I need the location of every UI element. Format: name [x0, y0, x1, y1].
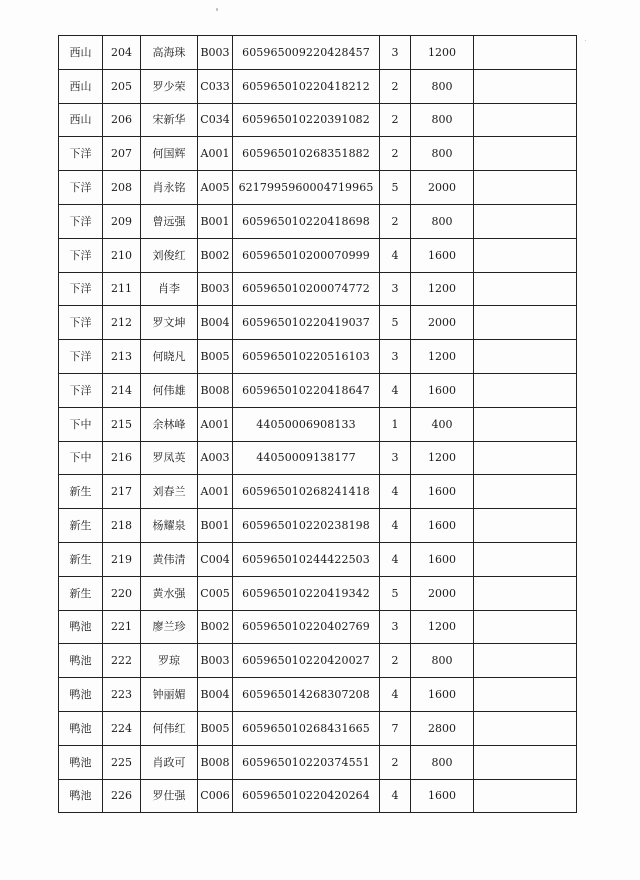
remarks-cell — [474, 745, 577, 779]
table-row — [59, 272, 577, 306]
table-row — [59, 711, 577, 745]
bank-account-cell: 605965010268431665 — [233, 711, 380, 745]
village-cell: 下洋 — [59, 171, 103, 205]
name-cell: 何晓凡 — [141, 340, 198, 374]
table-row — [59, 475, 577, 509]
bank-account-cell: 605965010220420264 — [233, 779, 380, 813]
people-count-cell: 4 — [380, 678, 411, 712]
remarks-cell — [474, 204, 577, 238]
bank-account-cell: 44050009138177 — [233, 441, 380, 475]
number-cell: 212 — [103, 306, 141, 340]
table-row — [59, 745, 577, 779]
village-cell: 鸭池 — [59, 678, 103, 712]
table-row — [59, 678, 577, 712]
remarks-cell — [474, 576, 577, 610]
village-cell: 西山 — [59, 103, 103, 137]
people-count-cell: 2 — [380, 103, 411, 137]
bank-account-cell: 605965010220420027 — [233, 644, 380, 678]
village-cell: 下洋 — [59, 238, 103, 272]
village-cell: 下洋 — [59, 272, 103, 306]
table-row — [59, 644, 577, 678]
amount-cell: 1600 — [411, 373, 474, 407]
bank-account-cell: 605965010220238198 — [233, 509, 380, 543]
amount-cell: 1600 — [411, 238, 474, 272]
table-row — [59, 407, 577, 441]
household-code-cell: B004 — [198, 306, 233, 340]
amount-cell: 800 — [411, 644, 474, 678]
remarks-cell — [474, 137, 577, 171]
name-cell: 黄水强 — [141, 576, 198, 610]
household-code-cell: B002 — [198, 610, 233, 644]
remarks-cell — [474, 610, 577, 644]
amount-cell: 800 — [411, 745, 474, 779]
household-code-cell: B008 — [198, 373, 233, 407]
amount-cell: 800 — [411, 204, 474, 238]
table-row — [59, 373, 577, 407]
name-cell: 罗少荣 — [141, 69, 198, 103]
table-row — [59, 779, 577, 813]
name-cell: 肖政可 — [141, 745, 198, 779]
amount-cell: 2000 — [411, 306, 474, 340]
household-code-cell: B001 — [198, 509, 233, 543]
number-cell: 218 — [103, 509, 141, 543]
bank-account-cell: 605965010268241418 — [233, 475, 380, 509]
bank-account-cell: 605965010220418647 — [233, 373, 380, 407]
household-code-cell: B005 — [198, 340, 233, 374]
village-cell: 鸭池 — [59, 745, 103, 779]
name-cell: 何国辉 — [141, 137, 198, 171]
household-code-cell: A001 — [198, 475, 233, 509]
table-row — [59, 340, 577, 374]
household-code-cell: C033 — [198, 69, 233, 103]
name-cell: 刘春兰 — [141, 475, 198, 509]
number-cell: 222 — [103, 644, 141, 678]
remarks-cell — [474, 644, 577, 678]
people-count-cell: 4 — [380, 238, 411, 272]
village-cell: 下洋 — [59, 373, 103, 407]
number-cell: 214 — [103, 373, 141, 407]
table-row — [59, 69, 577, 103]
name-cell: 罗仕强 — [141, 779, 198, 813]
amount-cell: 800 — [411, 103, 474, 137]
name-cell: 罗凤英 — [141, 441, 198, 475]
village-cell: 西山 — [59, 36, 103, 70]
remarks-cell — [474, 36, 577, 70]
number-cell: 219 — [103, 542, 141, 576]
bank-account-cell: 605965010268351882 — [233, 137, 380, 171]
remarks-cell — [474, 171, 577, 205]
remarks-cell — [474, 509, 577, 543]
name-cell: 肖永铭 — [141, 171, 198, 205]
household-code-cell: B003 — [198, 644, 233, 678]
people-count-cell: 3 — [380, 441, 411, 475]
number-cell: 213 — [103, 340, 141, 374]
amount-cell: 2800 — [411, 711, 474, 745]
village-cell: 新生 — [59, 475, 103, 509]
people-count-cell: 2 — [380, 745, 411, 779]
table-row — [59, 103, 577, 137]
number-cell: 215 — [103, 407, 141, 441]
remarks-cell — [474, 407, 577, 441]
scan-speck — [585, 40, 586, 41]
people-count-cell: 4 — [380, 779, 411, 813]
remarks-cell — [474, 272, 577, 306]
number-cell: 216 — [103, 441, 141, 475]
name-cell: 罗文坤 — [141, 306, 198, 340]
amount-cell: 1600 — [411, 678, 474, 712]
amount-cell: 1600 — [411, 509, 474, 543]
village-cell: 下洋 — [59, 306, 103, 340]
number-cell: 210 — [103, 238, 141, 272]
remarks-cell — [474, 238, 577, 272]
bank-account-cell: 605965010220418698 — [233, 204, 380, 238]
amount-cell: 800 — [411, 137, 474, 171]
name-cell: 肖李 — [141, 272, 198, 306]
household-code-cell: C034 — [198, 103, 233, 137]
people-count-cell: 4 — [380, 542, 411, 576]
village-cell: 下中 — [59, 441, 103, 475]
number-cell: 208 — [103, 171, 141, 205]
people-count-cell: 5 — [380, 306, 411, 340]
table-row — [59, 36, 577, 70]
remarks-cell — [474, 542, 577, 576]
household-code-cell: B004 — [198, 678, 233, 712]
number-cell: 225 — [103, 745, 141, 779]
scan-speck — [216, 8, 218, 11]
bank-account-cell: 44050006908133 — [233, 407, 380, 441]
household-code-cell: A001 — [198, 137, 233, 171]
name-cell: 杨耀泉 — [141, 509, 198, 543]
remarks-cell — [474, 711, 577, 745]
remarks-cell — [474, 373, 577, 407]
village-cell: 鸭池 — [59, 711, 103, 745]
people-count-cell: 5 — [380, 171, 411, 205]
people-count-cell: 3 — [380, 340, 411, 374]
table-row — [59, 238, 577, 272]
village-cell: 西山 — [59, 69, 103, 103]
name-cell: 高海珠 — [141, 36, 198, 70]
number-cell: 221 — [103, 610, 141, 644]
amount-cell: 1200 — [411, 441, 474, 475]
table-row — [59, 542, 577, 576]
people-count-cell: 2 — [380, 69, 411, 103]
amount-cell: 1200 — [411, 610, 474, 644]
village-cell: 下洋 — [59, 204, 103, 238]
amount-cell: 2000 — [411, 171, 474, 205]
people-count-cell: 2 — [380, 137, 411, 171]
bank-account-cell: 605965010220516103 — [233, 340, 380, 374]
household-code-cell: B001 — [198, 204, 233, 238]
people-count-cell: 4 — [380, 509, 411, 543]
household-code-cell: C006 — [198, 779, 233, 813]
household-code-cell: A005 — [198, 171, 233, 205]
number-cell: 211 — [103, 272, 141, 306]
household-code-cell: B003 — [198, 272, 233, 306]
village-cell: 下洋 — [59, 137, 103, 171]
household-code-cell: B008 — [198, 745, 233, 779]
household-code-cell: C005 — [198, 576, 233, 610]
remarks-cell — [474, 306, 577, 340]
name-cell: 黄伟清 — [141, 542, 198, 576]
people-count-cell: 5 — [380, 576, 411, 610]
bank-account-cell: 605965010244422503 — [233, 542, 380, 576]
name-cell: 钟丽媚 — [141, 678, 198, 712]
amount-cell: 1600 — [411, 542, 474, 576]
people-count-cell: 3 — [380, 36, 411, 70]
village-cell: 下洋 — [59, 340, 103, 374]
name-cell: 何伟红 — [141, 711, 198, 745]
bank-account-cell: 605965010220419342 — [233, 576, 380, 610]
amount-cell: 1200 — [411, 36, 474, 70]
remarks-cell — [474, 779, 577, 813]
people-count-cell: 7 — [380, 711, 411, 745]
remarks-cell — [474, 441, 577, 475]
number-cell: 226 — [103, 779, 141, 813]
number-cell: 209 — [103, 204, 141, 238]
amount-cell: 1200 — [411, 272, 474, 306]
number-cell: 207 — [103, 137, 141, 171]
bank-account-cell: 605965010200074772 — [233, 272, 380, 306]
people-count-cell: 4 — [380, 475, 411, 509]
name-cell: 廖兰珍 — [141, 610, 198, 644]
name-cell: 曾远强 — [141, 204, 198, 238]
roster-table — [58, 35, 577, 813]
table-row — [59, 171, 577, 205]
village-cell: 鸭池 — [59, 779, 103, 813]
household-code-cell: C004 — [198, 542, 233, 576]
roster-table-body — [59, 36, 577, 813]
amount-cell: 1600 — [411, 779, 474, 813]
bank-account-cell: 6217995960004719965 — [233, 171, 380, 205]
bank-account-cell: 605965014268307208 — [233, 678, 380, 712]
people-count-cell: 3 — [380, 272, 411, 306]
amount-cell: 2000 — [411, 576, 474, 610]
village-cell: 鸭池 — [59, 644, 103, 678]
number-cell: 224 — [103, 711, 141, 745]
amount-cell: 800 — [411, 69, 474, 103]
table-row — [59, 576, 577, 610]
village-cell: 新生 — [59, 509, 103, 543]
village-cell: 下中 — [59, 407, 103, 441]
number-cell: 205 — [103, 69, 141, 103]
people-count-cell: 4 — [380, 373, 411, 407]
bank-account-cell: 605965010200070999 — [233, 238, 380, 272]
bank-account-cell: 605965010220418212 — [233, 69, 380, 103]
name-cell: 罗琼 — [141, 644, 198, 678]
remarks-cell — [474, 103, 577, 137]
table-row — [59, 610, 577, 644]
remarks-cell — [474, 340, 577, 374]
household-code-cell: A003 — [198, 441, 233, 475]
number-cell: 204 — [103, 36, 141, 70]
village-cell: 新生 — [59, 576, 103, 610]
household-code-cell: B005 — [198, 711, 233, 745]
name-cell: 余林峰 — [141, 407, 198, 441]
household-code-cell: B003 — [198, 36, 233, 70]
name-cell: 刘俊红 — [141, 238, 198, 272]
number-cell: 217 — [103, 475, 141, 509]
name-cell: 何伟雄 — [141, 373, 198, 407]
remarks-cell — [474, 678, 577, 712]
people-count-cell: 2 — [380, 204, 411, 238]
people-count-cell: 1 — [380, 407, 411, 441]
table-row — [59, 509, 577, 543]
amount-cell: 1200 — [411, 340, 474, 374]
bank-account-cell: 605965010220391082 — [233, 103, 380, 137]
name-cell: 宋新华 — [141, 103, 198, 137]
amount-cell: 400 — [411, 407, 474, 441]
table-row — [59, 306, 577, 340]
table-row — [59, 441, 577, 475]
people-count-cell: 3 — [380, 610, 411, 644]
table-row — [59, 137, 577, 171]
number-cell: 220 — [103, 576, 141, 610]
bank-account-cell: 605965010220374551 — [233, 745, 380, 779]
village-cell: 新生 — [59, 542, 103, 576]
bank-account-cell: 605965009220428457 — [233, 36, 380, 70]
household-code-cell: B002 — [198, 238, 233, 272]
bank-account-cell: 605965010220419037 — [233, 306, 380, 340]
people-count-cell: 2 — [380, 644, 411, 678]
table-row — [59, 204, 577, 238]
household-code-cell: A001 — [198, 407, 233, 441]
village-cell: 鸭池 — [59, 610, 103, 644]
amount-cell: 1600 — [411, 475, 474, 509]
number-cell: 206 — [103, 103, 141, 137]
bank-account-cell: 605965010220402769 — [233, 610, 380, 644]
remarks-cell — [474, 475, 577, 509]
remarks-cell — [474, 69, 577, 103]
number-cell: 223 — [103, 678, 141, 712]
